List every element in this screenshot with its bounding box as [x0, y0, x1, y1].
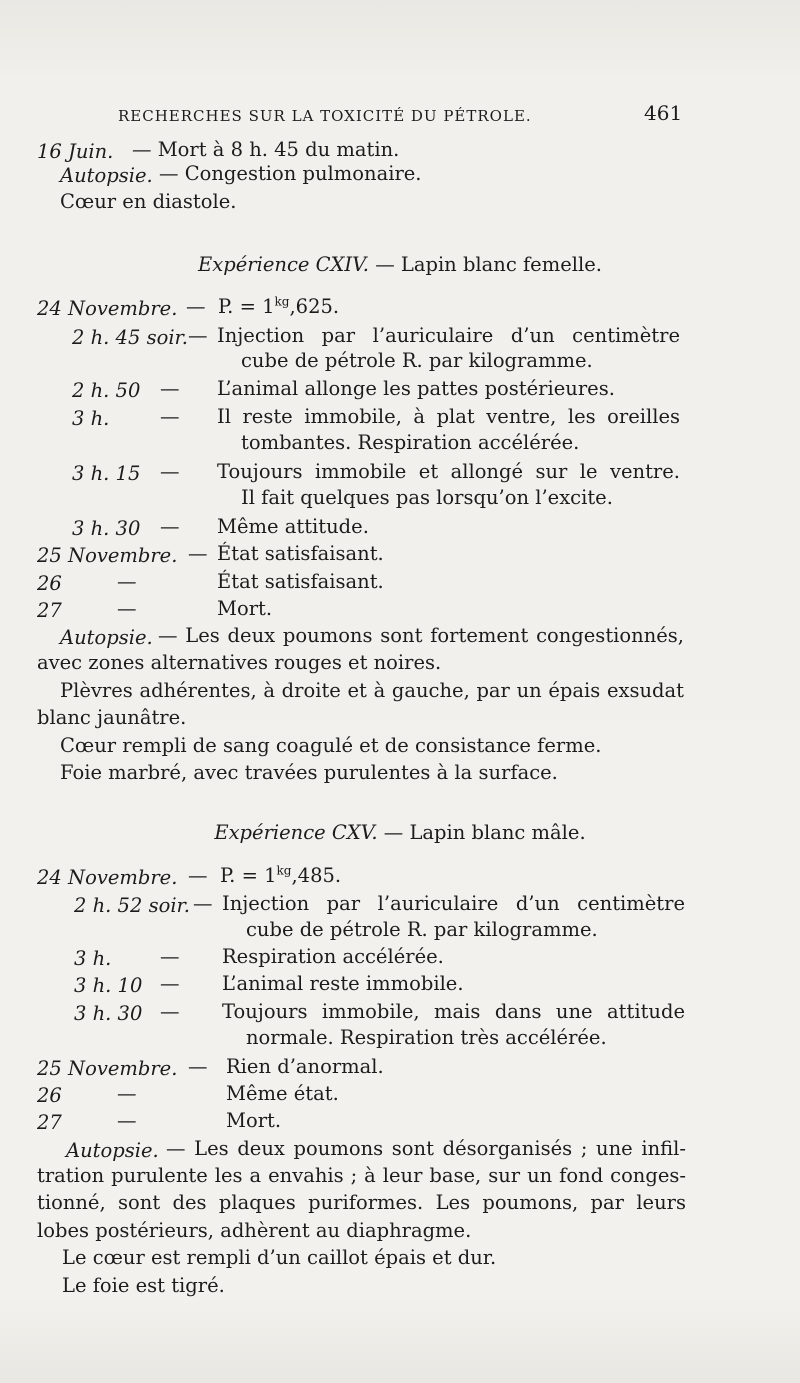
entry-text: Il fait quelques pas lorsqu’on l’excite. — [241, 486, 613, 509]
experiment-name: Expérience CXIV. — [198, 253, 369, 276]
day-dash: — — [117, 1082, 137, 1105]
entry-time: 3 h. 15 — [72, 462, 141, 485]
day-date: 25 Novembre. — [37, 544, 178, 567]
day-dash: — — [117, 597, 137, 620]
autopsy-text: lobes postérieurs, adhèrent au diaphragme. — [37, 1219, 472, 1242]
weight-prefix: P. = 1 — [218, 295, 275, 318]
entry-text: Injection par l’auriculaire d’un centimètre — [217, 324, 680, 347]
autopsy-text: tration purulente les a envahis ; à leur base, sur un fond conges- — [37, 1164, 686, 1187]
entry-time: 3 h. 30 — [72, 517, 141, 540]
weight-unit: kg — [276, 863, 292, 878]
weigh-date: 24 Novembre. — [37, 866, 178, 889]
autopsy-text: Le cœur est rempli d’un caillot épais et dur. — [62, 1246, 497, 1269]
experiment-name: Expérience CXV. — [214, 821, 378, 844]
day-dash: — — [117, 570, 137, 593]
entry-dash: — — [188, 324, 208, 347]
day-date: 26 — [37, 572, 62, 595]
day-text: État satisfaisant. — [217, 542, 384, 565]
entry-time: 2 h. 50 — [72, 379, 141, 402]
experiment-subject: — Lapin blanc femelle. — [375, 253, 602, 276]
day-date: 27 — [37, 599, 62, 622]
entry-time: 3 h. 30 — [74, 1002, 143, 1025]
weight — [218, 294, 339, 320]
autopsy-text: Cœur rempli de sang coagulé et de consistance ferme. — [60, 734, 602, 757]
entry-time: 3 h. — [72, 407, 110, 430]
day-date: 27 — [37, 1111, 62, 1134]
autopsy-label: Autopsie. — [60, 164, 153, 187]
weight-prefix: P. = 1 — [220, 864, 277, 887]
entry-dash: — — [160, 945, 180, 968]
experiment-title — [0, 820, 800, 846]
entry-text: normale. Respiration très accélérée. — [246, 1026, 607, 1049]
day-date: 26 — [37, 1084, 62, 1107]
entry-dash: — — [193, 892, 213, 915]
day-text: Mort. — [226, 1109, 282, 1132]
day-text: État satisfaisant. — [217, 570, 384, 593]
day-dash: — — [188, 542, 208, 565]
entry-time: 2 h. 52 soir. — [74, 894, 190, 917]
weight-value: ,625. — [289, 295, 340, 318]
weigh-dash: — — [188, 864, 208, 887]
entry-text: cube de pétrole R. par kilogramme. — [241, 349, 593, 372]
weight-unit: kg — [274, 294, 290, 309]
autopsy-text: Plèvres adhérentes, à droite et à gauche, par un épais exsudat — [60, 679, 684, 702]
experiment-subject: — Lapin blanc mâle. — [383, 821, 586, 844]
entry-text: tombantes. Respiration accélérée. — [241, 431, 580, 454]
entry-dash: — — [160, 515, 180, 538]
autopsy-label: Autopsie. — [60, 626, 153, 649]
weight-value: ,485. — [291, 864, 342, 887]
experiment-title — [0, 252, 800, 278]
day-text: Rien d’anormal. — [226, 1055, 384, 1078]
entry-text: Il reste immobile, à plat ventre, les oreilles — [217, 405, 680, 428]
entry-text: Injection par l’auriculaire d’un centimètre — [222, 892, 685, 915]
running-title: RECHERCHES SUR LA TOXICITÉ DU PÉTROLE. — [118, 107, 532, 125]
day-text: Mort. — [217, 597, 273, 620]
death-date: 16 Juin. — [37, 140, 114, 163]
death-text: — Mort à 8 h. 45 du matin. — [132, 138, 400, 161]
entry-text: Toujours immobile et allongé sur le ventre. — [217, 460, 680, 483]
entry-text: Toujours immobile, mais dans une attitude — [222, 1000, 685, 1023]
day-dash: — — [117, 1109, 137, 1132]
entry-time: 3 h. 10 — [74, 974, 143, 997]
autopsy-text: — Les deux poumons sont fortement congestionnés, — [158, 624, 684, 647]
entry-time: 3 h. — [74, 947, 112, 970]
weigh-date: 24 Novembre. — [37, 297, 178, 320]
entry-dash: — — [160, 377, 180, 400]
heart-note: Cœur en diastole. — [60, 190, 237, 213]
page-number: 461 — [644, 101, 683, 125]
autopsy-text: Foie marbré, avec travées purulentes à la surface. — [60, 761, 558, 784]
entry-time: 2 h. 45 soir. — [72, 326, 188, 349]
autopsy-text: Le foie est tigré. — [62, 1274, 225, 1297]
weigh-dash: — — [186, 295, 206, 318]
autopsy-text: — Congestion pulmonaire. — [159, 162, 422, 185]
autopsy-text: avec zones alternatives rouges et noires. — [37, 651, 442, 674]
autopsy-label: Autopsie. — [66, 1139, 159, 1162]
day-dash: — — [188, 1055, 208, 1078]
autopsy-text: — Les deux poumons sont désorganisés ; une infil- — [166, 1137, 686, 1160]
entry-text: L’animal allonge les pattes postérieures. — [217, 377, 615, 400]
weight — [220, 863, 341, 889]
entry-text: L’animal reste immobile. — [222, 972, 464, 995]
autopsy-text: blanc jaunâtre. — [37, 706, 187, 729]
entry-dash: — — [160, 1000, 180, 1023]
entry-dash: — — [160, 460, 180, 483]
entry-text: cube de pétrole R. par kilogramme. — [246, 918, 598, 941]
autopsy-text: tionné, sont des plaques puriformes. Les poumons, par leurs — [37, 1191, 686, 1214]
day-date: 25 Novembre. — [37, 1057, 178, 1080]
entry-text: Respiration accélérée. — [222, 945, 444, 968]
day-text: Même état. — [226, 1082, 339, 1105]
entry-dash: — — [160, 972, 180, 995]
entry-dash: — — [160, 405, 180, 428]
entry-text: Même attitude. — [217, 515, 369, 538]
